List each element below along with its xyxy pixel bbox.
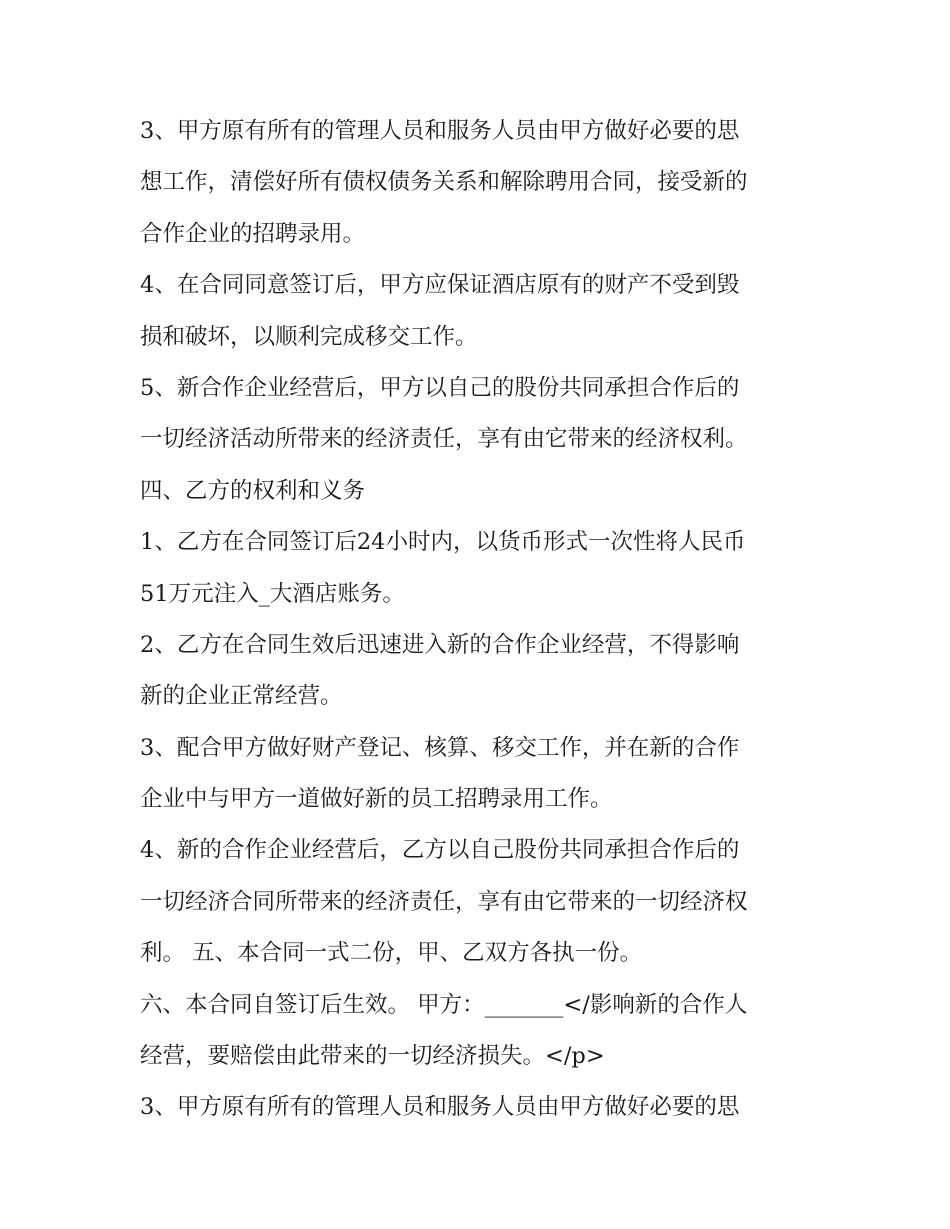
text-line: 51万元注入_大酒店账务。 <box>140 580 405 607</box>
text-line: 合作企业的招聘录用。 <box>140 220 366 247</box>
text-line: 4、新的合作企业经营后，乙方以自己股份共同承担合作后的 <box>140 837 740 864</box>
text-line: 2、乙方在合同生效后迅速进入新的合作企业经营，不得影响 <box>140 631 740 658</box>
text-line: 一切经济合同所带来的经济责任，享有由它带来的一切经济权 <box>140 888 748 915</box>
section-heading: 四、乙方的权利和义务 <box>140 477 366 504</box>
document-body <box>140 106 820 1134</box>
text-line: 企业中与甲方一道做好新的员工招聘录用工作。 <box>140 786 613 813</box>
text-line: 利。 五、本合同一式二份，甲、乙双方各执一份。 <box>140 940 643 967</box>
text-line: 3、配合甲方做好财产登记、核算、移交工作，并在新的合作 <box>140 734 740 761</box>
text-line: 经营，要赔偿由此带来的一切经济损失。</p> <box>140 1043 605 1070</box>
text-line: 4、在合同同意签订后，甲方应保证酒店原有的财产不受到毁 <box>140 272 740 299</box>
text-line: 新的企业正常经营。 <box>140 683 343 710</box>
text-line: 1、乙方在合同签订后24小时内，以货币形式一次性将人民币 <box>140 529 746 556</box>
text-line: 六、本合同自签订后生效。 甲方：_______</影响新的合作人 <box>140 991 748 1018</box>
text-line: 5、新合作企业经营后，甲方以自己的股份共同承担合作后的 <box>140 374 740 401</box>
text-line: 3、甲方原有所有的管理人员和服务人员由甲方做好必要的思 <box>140 118 740 144</box>
text-line: 想工作，清偿好所有债权债务关系和解除聘用合同，接受新的 <box>140 169 748 196</box>
text-line: 3、甲方原有所有的管理人员和服务人员由甲方做好必要的思 <box>140 1094 740 1121</box>
text-line: 一切经济活动所带来的经济责任，享有由它带来的经济权利。 <box>140 426 748 453</box>
text-line: 损和破坏，以顺利完成移交工作。 <box>140 323 478 350</box>
